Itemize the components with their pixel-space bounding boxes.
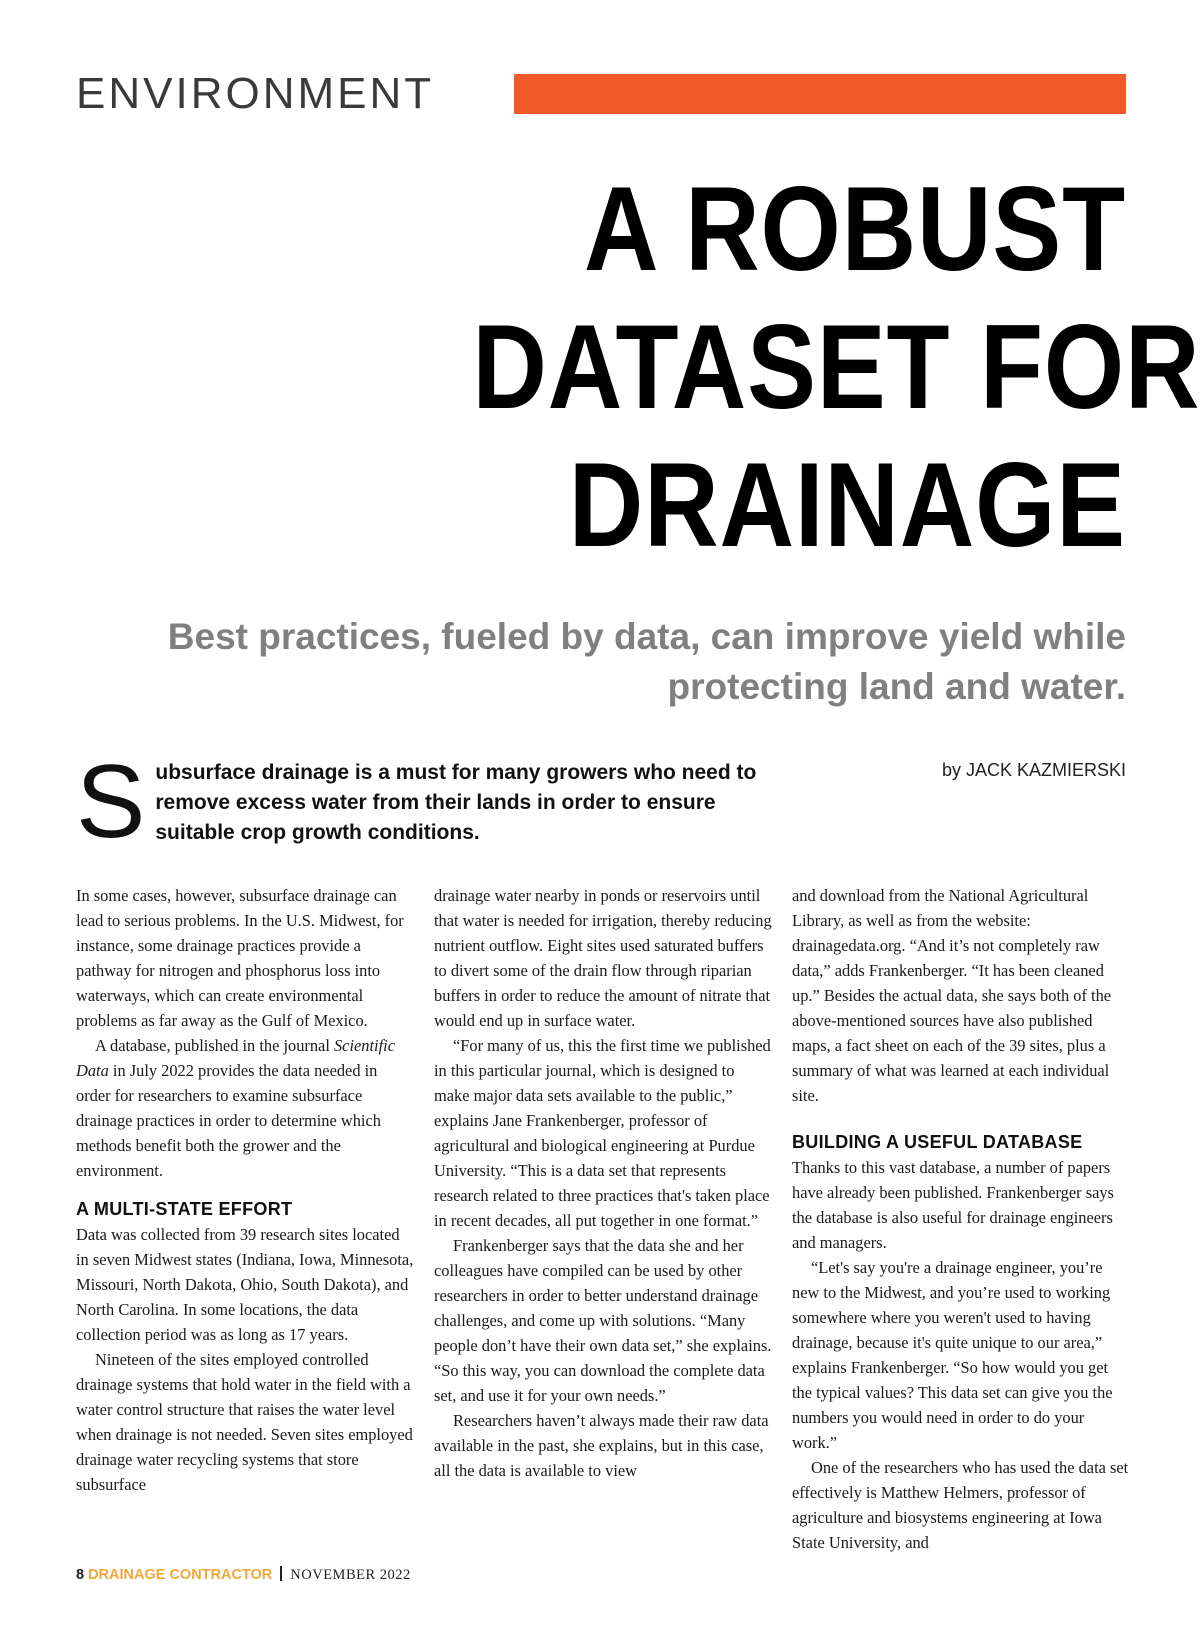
section-heading: A MULTI-STATE EFFORT [76, 1199, 293, 1219]
subheadline-line-1: Best practices, fueled by data, can improve yield while [167, 616, 1126, 657]
body-paragraph: drainage water nearby in ponds or reservoirs until that water is needed for irrigation, thereby reducing nutrient outflow. Eight sites used saturated buffers to divert some of the drain flow through riparian buffers in order to reduce the amount of nitrate that would end up in surface water. [434, 886, 772, 1030]
section-accent-bar [514, 74, 1126, 114]
drop-cap: S [76, 744, 146, 860]
section-heading: BUILDING A USEFUL DATABASE [792, 1132, 1083, 1152]
byline: by JACK KAZMIERSKI [941, 760, 1126, 780]
headline [472, 160, 1200, 574]
subheadline-line-2: protecting land and water. [667, 666, 1126, 707]
section-label: ENVIRONMENT [76, 69, 435, 118]
body-paragraph: “Let's say you're a drainage engineer, you’re new to the Midwest, and you’re used to working somewhere where you weren't used to having drainage, because it's quite unique to our area,” explains Frankenberger. “So how would you get the typical values? This data set can give you the numbers you would need in order to do your work.” [792, 1258, 1113, 1452]
magazine-name: DRAINAGE CONTRACTOR [88, 1567, 273, 1583]
headline-line-1: A ROBUST [584, 162, 1126, 296]
journal-title: Scientific Data [76, 1036, 395, 1080]
lede-text: ubsurface drainage is a must for many growers who need to remove excess water from their lands in order to ensure suitable crop growth conditions. [155, 761, 757, 844]
body-paragraph: In some cases, however, subsurface drainage can lead to serious problems. In the U.S. Midwest, for instance, some drainage practices provide a pathway for nitrogen and phosphorus loss into waterways, which can create environmental problems as far away as the Gulf of Mexico. [76, 886, 404, 1030]
body-paragraph: Researchers haven’t always made their raw data available in the past, she explains, but in this case, all the data is available to view [434, 1411, 769, 1480]
page-footer [76, 1566, 411, 1584]
body-paragraph: Data was collected from 39 research sites located in seven Midwest states (Indiana, Iowa, Minnesota, Missouri, North Dakota, Ohio, South Dakota), and North Carolina. In some locations, the data collection period was as long as 17 years. [76, 1225, 414, 1344]
body-paragraph: Nineteen of the sites employed controlled drainage systems that hold water in the field with a water control structure that raises the water level when drainage is not needed. Seven sites employed drainage water recycling systems that store subsurface [76, 1350, 413, 1494]
body-paragraph: “For many of us, this the first time we published in this particular journal, which is designed to make major data sets available to the public,” explains Jane Frankenberger, professor of agricultural and biological engineering at Purdue University. “This is a data set that represents research related to three practices that's taken place in recent decades, all put together in one format.” [434, 1036, 771, 1230]
body-paragraph: A database, published in the journal Scientific Data in July 2022 provides the data needed in order for researchers to examine subsurface drainage practices in order to determine which methods benefit both the grower and the environment. [76, 1036, 395, 1180]
subheadline [126, 612, 1126, 712]
lede-paragraph [76, 744, 766, 860]
headline-line-3: DRAINAGE [568, 438, 1126, 572]
headline-line-2: DATASET FOR [472, 300, 1200, 434]
column-3 [792, 883, 1132, 1555]
column-1 [76, 883, 416, 1497]
body-paragraph: Frankenberger says that the data she and her colleagues have compiled can be used by other researchers in order to better understand drainage challenges, and come up with solutions. “Many people don’t have their own data set,” she explains. “So this way, you can download the complete data set, and use it for your own needs.” [434, 1236, 772, 1405]
footer-divider [280, 1566, 282, 1581]
body-paragraph: and download from the National Agricultural Library, as well as from the website: drainagedata.org. “And it’s not completely raw data,” adds Frankenberger. “It has been cleaned up.” Besides the actual data, she says both of the above-mentioned sources have also published maps, a fact sheet on each of the 39 sites, plus a summary of what was learned at each individual site. [792, 886, 1112, 1105]
body-paragraph: Thanks to this vast database, a number of papers have already been published. Frankenberger says the database is also useful for drainage engineers and managers. [792, 1158, 1114, 1252]
column-2 [434, 883, 774, 1483]
issue-date: NOVEMBER 2022 [290, 1567, 411, 1583]
body-paragraph: One of the researchers who has used the data set effectively is Matthew Helmers, professor of agriculture and biosystems engineering at Iowa State University, and [792, 1458, 1129, 1552]
page-number: 8 [76, 1567, 85, 1583]
